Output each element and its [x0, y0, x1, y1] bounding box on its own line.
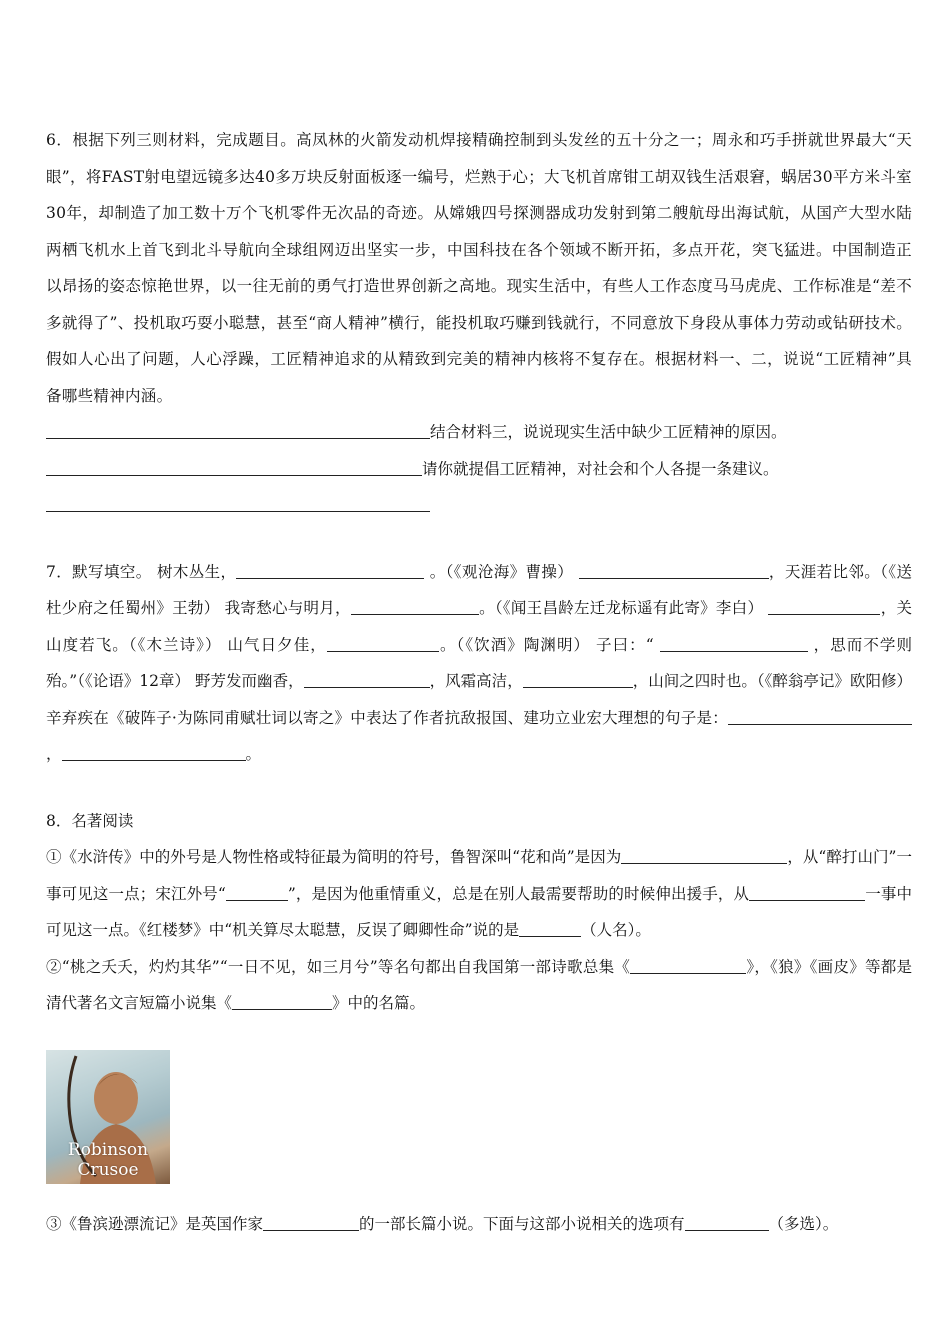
q8-text: （人名）。 [581, 921, 651, 939]
answer-blank[interactable] [304, 669, 430, 688]
question-6-line-2 [46, 414, 912, 451]
figure-head [94, 1072, 138, 1124]
question-6-line-4 [46, 487, 912, 524]
answer-blank[interactable] [579, 560, 769, 579]
answer-blank[interactable] [728, 706, 912, 725]
question-8-item-3-text [46, 1206, 912, 1243]
q8-text: ①《水浒传》中的外号是人物性格或特征最为简明的符号，鲁智深叫“花和尚”是因为 [46, 848, 622, 866]
question-8-item-2 [46, 949, 912, 1022]
question-7 [46, 554, 912, 773]
q8-text: 》中的名篇。 [332, 994, 426, 1012]
answer-blank[interactable] [236, 560, 424, 579]
q8-text: 一事中可见这一点。《红楼梦》中“机关算尽太聪慧，反误了卿卿性命”说的是 [46, 884, 912, 939]
answer-blank[interactable] [523, 669, 633, 688]
q7-text: ，关山度若飞。（《木兰诗》） 山气日夕佳， [46, 599, 912, 654]
answer-blank[interactable] [46, 457, 422, 476]
answer-blank[interactable] [768, 596, 880, 615]
answer-blank[interactable] [46, 493, 430, 512]
answer-blank[interactable] [226, 882, 288, 901]
q8-text: 》，《狼》《画皮》等都是清代著名文言短篇小说集《 [46, 957, 912, 1012]
document-body [46, 122, 912, 1022]
answer-blank[interactable] [46, 420, 430, 439]
q7-text: ， [46, 745, 62, 763]
answer-blank[interactable] [351, 596, 479, 615]
q7-text: 。（《观沧海》曹操） [429, 562, 574, 581]
robinson-crusoe-cover-image [46, 1050, 170, 1184]
answer-blank[interactable] [232, 991, 332, 1010]
q7-text: ，天涯若比邻。（《送杜少府之任蜀州》王勃） 我寄愁心与明月， [46, 562, 912, 617]
answer-blank[interactable] [621, 845, 787, 864]
answer-blank[interactable] [62, 742, 246, 761]
question-6-text: 6．根据下列三则材料，完成题目。高凤林的火箭发动机焊接精确控制到头发丝的五十分之一；周永和巧手拼就世界最大“天眼”，将FAST射电望远镜多达40多万块反射面板逐一编号，烂熟于心；大飞机首席钳工胡双钱生活艰窘，蜗居30平方米斗室30年，却制造了加工数十万个飞机零件无次品的奇迹。从嫦娥四号探测器成功发射到第二艘航母出海试航，从国产大型水陆两栖飞机水上首飞到北斗导航向全球组网迈出坚实一步，中国科技在各个领域不断开拓，多点开花，突飞猛进。中国制造正以昂扬的姿态惊艳世界，以一往无前的勇气打造世界创新之高地。现实生活中，有些人工作态度马马虎虎、工作标准是“差不多就得了”、投机取巧耍小聪慧，甚至“商人精神”横行，能投机取巧赚到钱就行，不同意放下身段从事体力劳动或钻研技术。假如人心出了问题，人心浮躁，工匠精神追求的从精致到完美的精神内核将不复存在。根据材料一、二，说说“工匠精神”具备哪些精神内涵。 [46, 131, 912, 405]
book-title-line-1: Robinson [67, 1140, 149, 1160]
q8-text: ”，是因为他重情重义，总是在别人最需要帮助的时候伸出援手，从 [287, 884, 750, 903]
answer-blank[interactable] [749, 882, 865, 901]
answer-blank[interactable] [685, 1212, 769, 1231]
question-6 [46, 122, 912, 414]
answer-blank[interactable] [263, 1212, 359, 1231]
q7-text: 。（《闻王昌龄左迁龙标遥有此寄》李白） [478, 599, 764, 617]
question-8-item-1 [46, 839, 912, 949]
q8-text: ，从“醉打山门”一事可见这一点；宋江外号“ [46, 848, 912, 903]
q7-text: 。 [245, 745, 262, 763]
q7-text: ，思而不学则殆。”（《论语》12章） 野芳发而幽香， [46, 635, 912, 690]
question-8-heading: 8．名著阅读 [46, 811, 134, 830]
question-6-prompt-3: 请你就提倡工匠精神，对社会和个人各提一条建议。 [422, 459, 779, 478]
q7-text: ，风霜高洁， [429, 672, 523, 690]
q8-text: 的一部长篇小说。下面与这部小说相关的选项有 [359, 1215, 685, 1233]
q7-text: 7．默写填空。 树木丛生， [46, 562, 237, 581]
q8-text: ③《鲁滨逊漂流记》是英国作家 [46, 1215, 264, 1233]
q7-text: 。（《饮酒》陶渊明） 子曰：“ [438, 635, 654, 654]
answer-blank[interactable] [660, 633, 808, 652]
book-title-line-2: Crusoe [77, 1160, 139, 1180]
question-8-title [46, 803, 912, 840]
question-6-prompt-2: 结合材料三，说说现实生活中缺少工匠精神的原因。 [430, 423, 787, 441]
answer-blank[interactable] [519, 918, 581, 937]
answer-blank[interactable] [327, 633, 439, 652]
q8-text: ②“桃之夭夭，灼灼其华”“一日不见，如三月兮”等名句都出自我国第一部诗歌总集《 [46, 957, 631, 976]
answer-blank[interactable] [630, 955, 746, 974]
q8-text: （多选）。 [768, 1215, 839, 1233]
question-6-line-3 [46, 451, 912, 488]
question-8-item-3 [46, 1206, 912, 1243]
q7-text: ，山间之四时也。（《醉翁亭记》欧阳修） 辛弃疾在《破阵子·为陈同甫赋壮词以寄之》中表达了作者抗敌报国、建功立业宏大理想的句子是： [46, 672, 912, 727]
